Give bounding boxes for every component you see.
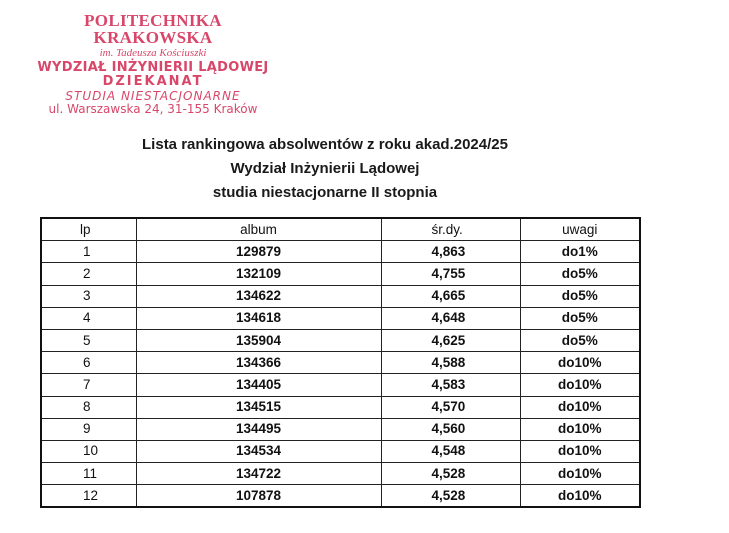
- table-row: [41, 418, 640, 440]
- cell-notes: do5%: [520, 329, 640, 351]
- ranking-table: [40, 217, 641, 508]
- cell-album: 134515: [136, 396, 381, 418]
- cell-lp: 12: [41, 485, 136, 508]
- stamp-faculty-name: WYDZIAŁ INŻYNIERII LĄDOWEJ: [37, 60, 269, 75]
- cell-album: 134405: [136, 374, 381, 396]
- cell-lp: 5: [41, 329, 136, 351]
- cell-album: 135904: [136, 329, 381, 351]
- cell-average: 4,648: [381, 307, 520, 329]
- table-row: [41, 263, 640, 285]
- document-faculty: Wydział Inżynierii Lądowej: [230, 160, 420, 177]
- cell-album: 132109: [136, 263, 381, 285]
- cell-album: 134534: [136, 440, 381, 462]
- cell-average: 4,625: [381, 329, 520, 351]
- stamp-patron-name: im. Tadeusza Kościuszki: [99, 47, 207, 59]
- cell-notes: do10%: [520, 396, 640, 418]
- cell-lp: 4: [41, 307, 136, 329]
- stamp-study-mode: STUDIA NIESTACJONARNE: [65, 89, 241, 103]
- cell-lp: 6: [41, 352, 136, 374]
- document-study-type: studia niestacjonarne II stopnia: [212, 184, 438, 201]
- table-row: [41, 374, 640, 396]
- stamp-address: ul. Warszawska 24, 31-155 Kraków: [48, 102, 258, 116]
- cell-album: 134622: [136, 285, 381, 307]
- cell-notes: do5%: [520, 285, 640, 307]
- cell-average: 4,528: [381, 463, 520, 485]
- cell-notes: do5%: [520, 263, 640, 285]
- column-header-notes: uwagi: [520, 218, 640, 241]
- column-header-album: album: [136, 218, 381, 241]
- cell-average: 4,863: [381, 241, 520, 263]
- column-header-average: śr.dy.: [381, 218, 520, 241]
- cell-notes: do1%: [520, 241, 640, 263]
- cell-lp: 10: [41, 440, 136, 462]
- stamp-university-name: POLITECHNIKA KRAKOWSKA: [84, 11, 222, 47]
- table-row: [41, 396, 640, 418]
- cell-album: 134618: [136, 307, 381, 329]
- cell-notes: do10%: [520, 485, 640, 508]
- column-header-lp: lp: [41, 218, 136, 241]
- cell-album: 134495: [136, 418, 381, 440]
- cell-lp: 9: [41, 418, 136, 440]
- cell-notes: do10%: [520, 352, 640, 374]
- cell-lp: 7: [41, 374, 136, 396]
- table-row: [41, 352, 640, 374]
- cell-album: 107878: [136, 485, 381, 508]
- cell-average: 4,548: [381, 440, 520, 462]
- cell-lp: 3: [41, 285, 136, 307]
- cell-notes: do10%: [520, 418, 640, 440]
- stamp-office-name: DZIEKANAT: [102, 74, 204, 89]
- cell-average: 4,560: [381, 418, 520, 440]
- cell-average: 4,570: [381, 396, 520, 418]
- cell-album: 134366: [136, 352, 381, 374]
- cell-average: 4,583: [381, 374, 520, 396]
- table-row: [41, 285, 640, 307]
- cell-notes: do5%: [520, 307, 640, 329]
- cell-album: 134722: [136, 463, 381, 485]
- cell-notes: do10%: [520, 463, 640, 485]
- cell-lp: 1: [41, 241, 136, 263]
- table-row: [41, 329, 640, 351]
- table-row: [41, 440, 640, 462]
- table-row: [41, 485, 640, 508]
- cell-average: 4,755: [381, 263, 520, 285]
- cell-lp: 8: [41, 396, 136, 418]
- ranking-table-body: [41, 241, 640, 508]
- table-header-row: [41, 218, 640, 241]
- table-row: [41, 463, 640, 485]
- cell-average: 4,588: [381, 352, 520, 374]
- document-title: Lista rankingowa absolwentów z roku akad.2024/25: [142, 136, 508, 153]
- cell-lp: 2: [41, 263, 136, 285]
- cell-album: 129879: [136, 241, 381, 263]
- cell-average: 4,528: [381, 485, 520, 508]
- table-row: [41, 241, 640, 263]
- cell-notes: do10%: [520, 374, 640, 396]
- cell-average: 4,665: [381, 285, 520, 307]
- dean-office-stamp: [28, 12, 278, 115]
- table-row: [41, 307, 640, 329]
- cell-notes: do10%: [520, 440, 640, 462]
- cell-lp: 11: [41, 463, 136, 485]
